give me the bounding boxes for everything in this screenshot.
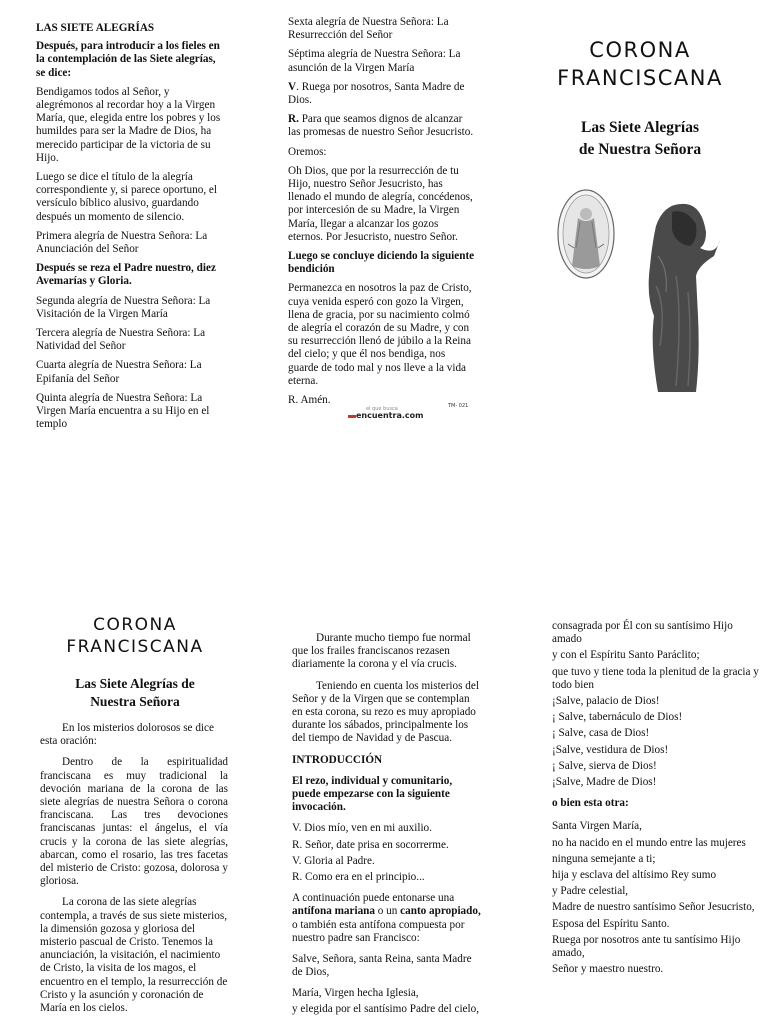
bottom-cover (40, 614, 230, 711)
bottom-title-line1: CORONA (93, 615, 177, 635)
cover-subtitle-line2: de Nuestra Señora (578, 141, 702, 158)
bottom-subtitle-line2: Nuestra Señora (90, 694, 180, 709)
salve-line: ¡Salve, Madre de Dios! (552, 776, 657, 789)
prayer-line: Santa Virgen María, (552, 820, 642, 833)
salve-line: que tuvo y tiene toda la plenitud de la gracia y todo bien (552, 665, 759, 691)
response-dignos (288, 113, 476, 139)
logo-mark-icon (348, 415, 356, 418)
salve-line: y con el Espíritu Santo Paráclito; (552, 649, 700, 662)
paragraph-teniendo: Teniendo en cuenta los misterios del Señor y de la Virgen que se contemplan en esta corona, su rezo es muy apropiado durante los sábados, principalmente los del tiempo de Navidad y de Pascua. (292, 679, 479, 745)
salve-line: ¡ Salve, tabernáculo de Dios! (552, 711, 683, 724)
prayer-oh-dios: Oh Dios, que por la resurrección de tu Hijo, nuestro Señor Jesucristo, has llenado el mundo de alegría, concédenos, por intercesión de su Madre, la Virgen María, llegar a alcanzar los gozos eternos. Por Jesucristo, nuestro Señor. (288, 164, 473, 243)
prayer-line: hija y esclava del altísimo Rey sumo (552, 869, 717, 882)
alegria-primera: Primera alegría de Nuestra Señora: La Anunciación del Señor (36, 229, 208, 256)
bottom-column-2 (292, 632, 482, 1022)
versicle-ruega (288, 81, 476, 107)
top-cover (540, 36, 740, 161)
cont-text-e: o también esta antífona compuesta por nuestro padre san Francisco: (292, 918, 465, 944)
versicle-mark: V (288, 80, 297, 93)
cover-subtitle-line1: Las Siete Alegrías (581, 119, 699, 136)
paragraph-espiritualidad: Dentro de la espiritualidad franciscana es muy tradicional la devoción mariana de la corona de las siete alegrías de nuestra Señora o corona franciscana. Las tres devociones franciscanas juntas: el ángelus, el vía crucis y la corona de las siete alegrías, abarcan, como el rosario, las tres facetas del misterio de Cristo: gozosa, dolorosa y gloriosa. (40, 756, 228, 888)
intro-instruction: Después, para introducir a los fieles en la contemplación de las Siete alegrías, se dice: (36, 40, 220, 79)
bottom-title-line2: FRANCISCANA (66, 637, 204, 657)
prayer-line: Madre de nuestro santísimo Señor Jesucristo, (552, 901, 755, 914)
oremos-label: Oremos: (288, 145, 327, 158)
salve-line: ¡ Salve, sierva de Dios! (552, 759, 657, 772)
versicle-dios-mio: V. Dios mío, ven en mi auxilio. (292, 822, 432, 835)
heading-siete-alegrias: LAS SIETE ALEGRÍAS (36, 22, 155, 34)
santa-virgen-lines (552, 820, 762, 976)
versicle-text: . Ruega por nosotros, Santa Madre de Dios. (288, 80, 465, 107)
paragraph-misterios-dolorosos: En los misterios dolorosos se dice esta oración: (40, 722, 214, 748)
cont-antifona: antífona mariana (292, 905, 375, 918)
salve-line: ¡Salve, palacio de Dios! (552, 695, 660, 708)
cover-title-line1: CORONA (589, 38, 691, 62)
paragraph-corona: La corona de las siete alegrías contempla, a través de sus siete misterios, la dimensión gozosa y gloriosa del misterio pascual de Cristo. Tenemos la anunciación, la visitación, el nacimiento de Cristo, la visita de los magos, el encuentro en el templo, la resurrección de Cristo y la asunción y coronación de María en los cielos. (40, 896, 228, 1015)
franciscan-friar-image (636, 196, 722, 396)
blessing-permanezca: Permanezca en nosotros la paz de Cristo, cuya venida esperó con gozo la Virgen, llena de gracia, por su nacimiento colmó de alegría el corazón de su Madre, y con su resurrección llenó de júbilo a la Reina del cielo; y que él nos bendiga, nos guarde de todo mal y nos lleve a la vida eterna. (288, 282, 472, 387)
top-column-2 (288, 16, 476, 413)
paragraph-bendigamos: Bendigamos todos al Señor, y alegrémonos al recordar hoy a la Virgen María, que, elegida entre los pobres y los humildes para ser la Madre de Dios, ha merecido participar de la victoria de su Hijo. (36, 85, 221, 164)
cont-text-a: A continuación puede entonarse una (292, 892, 455, 905)
prayer-line: y Padre celestial, (552, 885, 629, 898)
bottom-subtitle-line1: Las Siete Alegrías de (75, 676, 195, 691)
paragraph-luego: Luego se dice el título de la alegría correspondiente y, si parece oportuno, el versículo bíblico alusivo, guardando después un momento de silencio. (36, 171, 218, 223)
salve-line: ¡ Salve, casa de Dios! (552, 727, 650, 740)
bottom-column-1 (40, 722, 228, 1021)
cont-text-c: o un (374, 905, 401, 918)
salve-lines (552, 620, 762, 789)
virgin-mary-medallion-image (556, 188, 616, 280)
top-column-1 (36, 22, 226, 437)
document-code: TM- 021 (448, 403, 469, 409)
prayer-line: no ha nacido en el mundo entre las mujeres (552, 836, 746, 849)
salve-line: ¡Salve, vestidura de Dios! (552, 743, 669, 756)
heading-introduccion: INTRODUCCIÓN (292, 753, 383, 766)
alegria-tercera: Tercera alegría de Nuestra Señora: La Natividad del Señor (36, 327, 206, 353)
paragraph-durante: Durante mucho tiempo fue normal que los frailes franciscanos rezasen diariamente la corona y el vía crucis. (292, 632, 471, 671)
response-como-era: R. Como era en el principio... (292, 871, 425, 884)
logo-text: encuentra.com (356, 411, 424, 420)
cover-title-line2: FRANCISCANA (557, 66, 723, 90)
response-senor: R. Señor, date prisa en socorrerme. (292, 838, 449, 851)
alegria-quinta: Quinta alegría de Nuestra Señora: La Virgen María encuentra a su Hijo en el templo (36, 391, 210, 431)
prayer-line: Ruega por nosotros ante tu santísimo Hijo amado, (552, 933, 741, 960)
alegria-segunda: Segunda alegría de Nuestra Señora: La Visitación de la Virgen María (36, 294, 211, 320)
prayer-line: Esposa del Espíritu Santo. (552, 917, 670, 930)
alegria-sexta: Sexta alegría de Nuestra Señora: La Resurrección del Señor (288, 16, 449, 42)
response-mark: R. (288, 113, 299, 126)
response-text: Para que seamos dignos de alcanzar las promesas de nuestro Señor Jesucristo. (288, 113, 474, 139)
alegria-septima: Séptima alegría de Nuestra Señora: La asunción de la Virgen María (288, 48, 461, 74)
versicle-gloria: V. Gloria al Padre. (292, 854, 375, 867)
antiphon-elegida: y elegida por el santísimo Padre del cielo, (292, 1002, 480, 1015)
prayer-line: ninguna semejante a ti; (552, 852, 656, 865)
paragraph-continuacion (292, 892, 482, 945)
cont-canto: canto apropiado, (400, 905, 481, 918)
encuentra-logo (346, 406, 424, 424)
amen-line: R. Amén. (288, 394, 331, 407)
alegria-cuarta: Cuarta alegría de Nuestra Señora: La Epifanía del Señor (36, 359, 202, 385)
instruction-bendicion: Luego se concluye diciendo la siguiente bendición (288, 250, 475, 276)
antiphon-salve: Salve, Señora, santa Reina, santa Madre de Dios, (292, 953, 472, 979)
antiphon-maria: María, Virgen hecha Iglesia, (292, 987, 419, 1000)
prayer-line: Señor y maestro nuestro. (552, 963, 664, 976)
logo-tagline: el que busca (366, 406, 398, 412)
o-bien-heading: o bien esta otra: (552, 797, 629, 810)
instruction-rezo-individual: El rezo, individual y comunitario, puede empezarse con la siguiente invocación. (292, 774, 453, 814)
bottom-column-3 (552, 620, 762, 976)
salve-line: consagrada por Él con su santísimo Hijo amado (552, 620, 733, 646)
instruction-rezo: Después se reza el Padre nuestro, diez Avemarías y Gloria. (36, 262, 216, 288)
